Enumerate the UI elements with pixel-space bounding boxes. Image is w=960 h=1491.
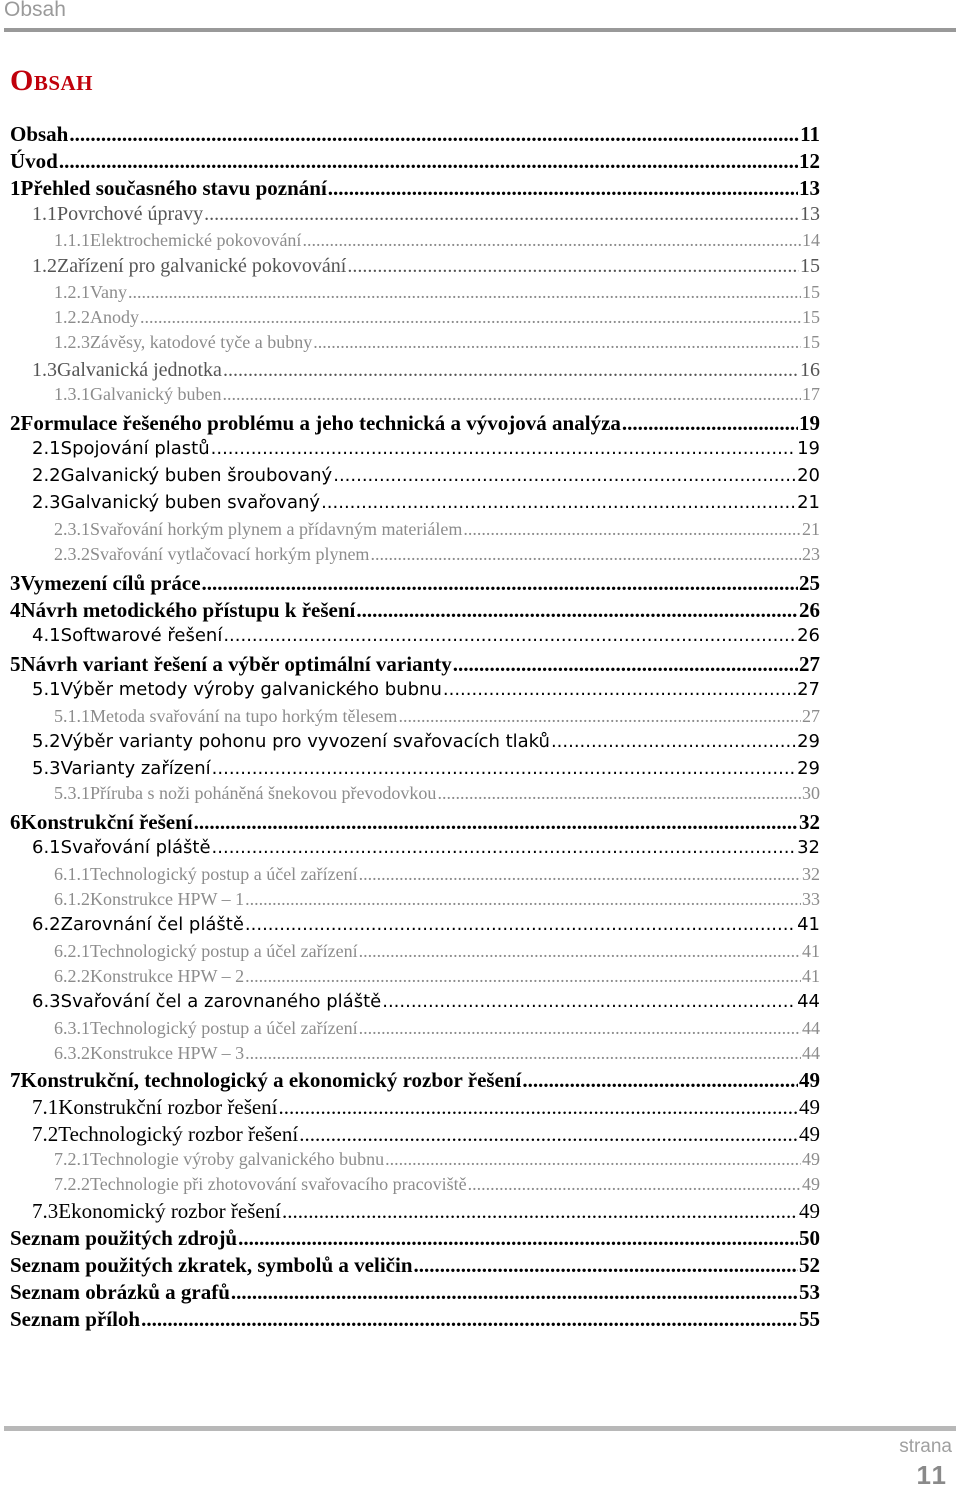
toc-entry-title: Technologie výroby galvanického bubnu bbox=[90, 1149, 385, 1169]
toc-entry-page: 12 bbox=[799, 149, 820, 173]
toc-entry-title: Konstrukce HPW – 2 bbox=[90, 966, 245, 986]
toc-entry[interactable] bbox=[10, 1043, 820, 1070]
toc-entry-number: 5.2 bbox=[32, 731, 61, 752]
toc-entry-page: 13 bbox=[800, 203, 820, 225]
toc-entry-title: Výběr varianty pohonu pro vyvození svařovacích tlaků bbox=[60, 731, 550, 752]
toc-entry-page: 32 bbox=[799, 810, 820, 834]
toc-entry[interactable] bbox=[10, 332, 820, 359]
toc-entry-number: 7.3 bbox=[32, 1199, 59, 1223]
toc-entry-number: 1.2.2 bbox=[54, 307, 90, 327]
dot-leader bbox=[212, 758, 796, 779]
header-divider bbox=[4, 28, 956, 32]
toc-entry-title: Konstrukční rozbor řešení bbox=[58, 1095, 278, 1119]
toc-entry-number: 1 bbox=[10, 176, 21, 200]
dot-leader bbox=[313, 332, 801, 353]
toc-entry-page: 15 bbox=[800, 255, 820, 277]
page-heading: Obsah bbox=[10, 64, 94, 97]
dot-leader bbox=[551, 731, 796, 752]
toc-entry-page: 49 bbox=[802, 1149, 820, 1169]
toc-entry-number: 6 bbox=[10, 810, 21, 834]
toc-entry[interactable] bbox=[10, 706, 820, 733]
toc-entry-title: Seznam použitých zkratek, symbolů a veličin bbox=[10, 1253, 413, 1277]
toc-entry[interactable] bbox=[10, 438, 820, 465]
toc-entry-title: Přehled současného stavu poznání bbox=[20, 176, 327, 200]
toc-entry-title: Závěsy, katodové tyče a bubny bbox=[90, 332, 313, 352]
toc-entry-page: 19 bbox=[799, 411, 820, 435]
toc-entry-title: Technologický postup a účel zařízení bbox=[90, 1018, 358, 1038]
dot-leader bbox=[321, 492, 796, 513]
toc-entry-number: 4.1 bbox=[32, 625, 61, 646]
toc-entry-title: Svařování čel a zarovnaného pláště bbox=[60, 991, 382, 1012]
toc-entry-title: Metoda svařování na tupo horkým tělesem bbox=[90, 706, 398, 726]
toc-entry[interactable] bbox=[10, 1149, 820, 1176]
toc-entry-page: 44 bbox=[797, 991, 820, 1012]
toc-entry-number: 6.1.2 bbox=[54, 889, 90, 909]
toc-entry-title: Návrh metodického přístupu k řešení bbox=[20, 598, 356, 622]
toc-entry-title: Konstrukce HPW – 1 bbox=[90, 889, 245, 909]
toc-entry-title: Povrchové úpravy bbox=[57, 203, 204, 225]
dot-leader bbox=[463, 519, 801, 540]
dot-leader bbox=[356, 598, 798, 623]
toc-entry-page: 44 bbox=[802, 1018, 820, 1038]
toc-entry[interactable] bbox=[10, 758, 820, 785]
toc-entry-title: Spojování plastů bbox=[60, 438, 210, 459]
dot-leader bbox=[128, 282, 801, 303]
toc-entry-number: 5 bbox=[10, 652, 21, 676]
dot-leader bbox=[468, 1174, 801, 1195]
toc-entry-title: Anody bbox=[90, 307, 139, 327]
toc-entry-title: Technologický postup a účel zařízení bbox=[90, 941, 358, 961]
toc-entry-number: 7 bbox=[10, 1068, 21, 1092]
toc-entry-title: Galvanický buben svařovaný bbox=[60, 492, 321, 513]
toc-entry-page: 55 bbox=[799, 1307, 820, 1331]
toc-entry[interactable] bbox=[10, 1122, 820, 1149]
toc-entry-title: Návrh variant řešení a výběr optimální varianty bbox=[20, 652, 452, 676]
toc-entry[interactable] bbox=[10, 652, 820, 679]
toc-entry[interactable] bbox=[10, 203, 820, 230]
toc-entry-page: 33 bbox=[802, 889, 820, 909]
toc-entry-number: 7.1 bbox=[32, 1095, 59, 1119]
toc-entry[interactable] bbox=[10, 1226, 820, 1253]
dot-leader bbox=[212, 837, 797, 858]
toc-entry-number: 2.2 bbox=[32, 465, 61, 486]
dot-leader bbox=[359, 1018, 801, 1039]
toc-entry-page: 23 bbox=[802, 544, 820, 564]
toc-entry-page: 21 bbox=[802, 519, 820, 539]
toc-entry[interactable] bbox=[10, 864, 820, 891]
dot-leader bbox=[140, 307, 801, 328]
toc-entry[interactable] bbox=[10, 679, 820, 706]
toc-entry[interactable] bbox=[10, 1095, 820, 1122]
toc-entry-title: Technologie při zhotovování svařovacího pracoviště bbox=[90, 1174, 467, 1194]
toc-entry[interactable] bbox=[10, 783, 820, 810]
toc-entry-page: 27 bbox=[799, 652, 820, 676]
toc-entry[interactable] bbox=[10, 384, 820, 411]
toc-entry[interactable] bbox=[10, 411, 820, 438]
footer-page-number: 11 bbox=[916, 1460, 948, 1490]
toc-entry-page: 19 bbox=[797, 438, 820, 459]
toc-entry-page: 41 bbox=[802, 966, 820, 986]
toc-entry[interactable] bbox=[10, 230, 820, 257]
running-header-title: Obsah bbox=[4, 0, 66, 21]
toc-entry[interactable] bbox=[10, 519, 820, 546]
toc-entry[interactable] bbox=[10, 1018, 820, 1045]
toc-entry-page: 49 bbox=[799, 1122, 820, 1146]
toc-entry-title: Elektrochemické pokovování bbox=[90, 230, 302, 250]
toc-entry[interactable] bbox=[10, 176, 820, 203]
toc-entry[interactable] bbox=[10, 255, 820, 282]
toc-entry[interactable] bbox=[10, 465, 820, 492]
toc-entry-number: 2.3.2 bbox=[54, 544, 90, 564]
toc-entry-number: 4 bbox=[10, 598, 21, 622]
toc-entry-page: 20 bbox=[797, 465, 820, 486]
toc-entry[interactable] bbox=[10, 941, 820, 968]
dot-leader bbox=[141, 1307, 798, 1332]
toc-entry-title: Softwarové řešení bbox=[60, 625, 223, 646]
toc-entry[interactable] bbox=[10, 122, 820, 149]
toc-entry-number: 2.3 bbox=[32, 492, 61, 513]
toc-entry-title: Ekonomický rozbor řešení bbox=[58, 1199, 282, 1223]
toc-entry-title: Svařování pláště bbox=[60, 837, 211, 858]
toc-entry-title: Vymezení cílů práce bbox=[20, 571, 201, 595]
toc-entry-page: 50 bbox=[799, 1226, 820, 1250]
dot-leader bbox=[382, 991, 796, 1012]
dot-leader bbox=[194, 810, 798, 835]
toc-entry[interactable] bbox=[10, 1068, 820, 1095]
dot-leader bbox=[302, 230, 801, 251]
dot-leader bbox=[398, 706, 801, 727]
toc-entry-page: 14 bbox=[802, 230, 820, 250]
dot-leader bbox=[59, 149, 798, 174]
dot-leader bbox=[245, 1043, 801, 1064]
toc-entry-page: 15 bbox=[802, 332, 820, 352]
toc-entry-number: 7.2.1 bbox=[54, 1149, 90, 1169]
toc-entry-page: 29 bbox=[797, 758, 820, 779]
toc-entry[interactable] bbox=[10, 1307, 820, 1334]
dot-leader bbox=[299, 1122, 798, 1147]
toc-entry-page: 15 bbox=[802, 307, 820, 327]
toc-entry-number: 5.3 bbox=[32, 758, 61, 779]
toc-entry-number: 1.2 bbox=[32, 255, 57, 277]
toc-entry-page: 27 bbox=[802, 706, 820, 726]
toc-entry-number: 6.1 bbox=[32, 837, 61, 858]
toc-entry-number: 6.3 bbox=[32, 991, 61, 1012]
toc-entry[interactable] bbox=[10, 914, 820, 941]
toc-entry-number: 3 bbox=[10, 571, 21, 595]
toc-entry-title: Zařízení pro galvanické pokovování bbox=[57, 255, 347, 277]
dot-leader bbox=[204, 203, 799, 226]
toc-entry[interactable] bbox=[10, 1280, 820, 1307]
toc-entry-title: Konstrukční, technologický a ekonomický rozbor řešení bbox=[20, 1068, 522, 1092]
toc-entry[interactable] bbox=[10, 966, 820, 993]
toc-entry[interactable] bbox=[10, 889, 820, 916]
dot-leader bbox=[522, 1068, 798, 1093]
toc-entry-number: 5.1.1 bbox=[54, 706, 90, 726]
toc-entry-number: 6.3.1 bbox=[54, 1018, 90, 1038]
toc-entry-number: 1.3 bbox=[32, 359, 57, 381]
toc-entry-title: Seznam použitých zdrojů bbox=[10, 1226, 238, 1250]
toc-entry-number: 6.2 bbox=[32, 914, 61, 935]
toc-entry-page: 49 bbox=[799, 1199, 820, 1223]
dot-leader bbox=[245, 966, 801, 987]
toc-entry-title: Úvod bbox=[10, 149, 58, 173]
toc-entry-title: Formulace řešeného problému a jeho technická a vývojová analýza bbox=[20, 411, 621, 435]
toc-entry-page: 29 bbox=[797, 731, 820, 752]
toc-entry[interactable] bbox=[10, 837, 820, 864]
toc-entry-page: 26 bbox=[797, 625, 820, 646]
toc-entry-page: 32 bbox=[797, 837, 820, 858]
dot-leader bbox=[437, 783, 801, 804]
toc-entry-number: 1.1 bbox=[32, 203, 57, 225]
toc-entry[interactable] bbox=[10, 149, 820, 176]
toc-entry-page: 32 bbox=[802, 864, 820, 884]
toc-entry-number: 6.3.2 bbox=[54, 1043, 90, 1063]
toc-entry-title: Obsah bbox=[10, 122, 69, 146]
toc-entry-title: Seznam obrázků a grafů bbox=[10, 1280, 230, 1304]
toc-entry[interactable] bbox=[10, 544, 820, 571]
dot-leader bbox=[359, 941, 801, 962]
toc-entry[interactable] bbox=[10, 307, 820, 334]
dot-leader bbox=[282, 1199, 798, 1224]
dot-leader bbox=[69, 122, 799, 147]
toc-entry[interactable] bbox=[10, 625, 820, 652]
dot-leader bbox=[359, 864, 801, 885]
toc-entry[interactable] bbox=[10, 810, 820, 837]
toc-entry-number: 5.3.1 bbox=[54, 783, 90, 803]
toc-entry-number: 6.1.1 bbox=[54, 864, 90, 884]
toc-entry-page: 41 bbox=[797, 914, 820, 935]
toc-entry-number: 2 bbox=[10, 411, 21, 435]
toc-entry-title: Galvanická jednotka bbox=[57, 359, 222, 381]
toc-entry-title: Svařování vytlačovací horkým plynem bbox=[90, 544, 370, 564]
toc-entry-page: 49 bbox=[799, 1095, 820, 1119]
dot-leader bbox=[279, 1095, 798, 1120]
toc-entry-title: Konstrukce HPW – 3 bbox=[90, 1043, 245, 1063]
dot-leader bbox=[453, 652, 798, 677]
toc-entry-title: Výběr metody výroby galvanického bubnu bbox=[60, 679, 442, 700]
toc-entry-page: 25 bbox=[799, 571, 820, 595]
toc-entry-number: 1.3.1 bbox=[54, 384, 90, 404]
footer-page-label: strana bbox=[899, 1436, 952, 1457]
dot-leader bbox=[211, 438, 796, 459]
toc-entry-page: 15 bbox=[802, 282, 820, 302]
toc-entry-title: Seznam příloh bbox=[10, 1307, 141, 1331]
dot-leader bbox=[443, 679, 796, 700]
toc-entry[interactable] bbox=[10, 1174, 820, 1201]
dot-leader bbox=[333, 465, 796, 486]
toc-entry[interactable] bbox=[10, 282, 820, 309]
toc-entry-page: 52 bbox=[799, 1253, 820, 1277]
toc-entry[interactable] bbox=[10, 492, 820, 519]
toc-entry-page: 49 bbox=[802, 1174, 820, 1194]
toc-entry[interactable] bbox=[10, 1253, 820, 1280]
toc-entry-title: Svařování horkým plynem a přídavným materiálem bbox=[90, 519, 463, 539]
dot-leader bbox=[245, 914, 796, 935]
toc-entry[interactable] bbox=[10, 571, 820, 598]
toc-entry-title: Technologický rozbor řešení bbox=[58, 1122, 299, 1146]
toc-entry-number: 7.2 bbox=[32, 1122, 59, 1146]
dot-leader bbox=[231, 1280, 798, 1305]
toc-entry-page: 30 bbox=[802, 783, 820, 803]
toc-entry[interactable] bbox=[10, 991, 820, 1018]
toc-entry-page: 53 bbox=[799, 1280, 820, 1304]
toc-entry-page: 17 bbox=[802, 384, 820, 404]
footer-divider bbox=[4, 1426, 956, 1431]
toc-entry-number: 6.2.1 bbox=[54, 941, 90, 961]
toc-entry-title: Vany bbox=[90, 282, 127, 302]
toc-entry-page: 11 bbox=[800, 122, 820, 146]
dot-leader bbox=[414, 1253, 799, 1278]
toc-entry-number: 1.1.1 bbox=[54, 230, 90, 250]
toc-entry-page: 16 bbox=[800, 359, 820, 381]
toc-entry-number: 7.2.2 bbox=[54, 1174, 90, 1194]
toc-entry-page: 44 bbox=[802, 1043, 820, 1063]
dot-leader bbox=[328, 176, 798, 201]
toc-entry[interactable] bbox=[10, 359, 820, 386]
toc-entry-number: 5.1 bbox=[32, 679, 61, 700]
toc-entry[interactable] bbox=[10, 598, 820, 625]
toc-entry-page: 13 bbox=[799, 176, 820, 200]
toc-entry-number: 2.1 bbox=[32, 438, 61, 459]
dot-leader bbox=[223, 359, 799, 382]
toc-entry[interactable] bbox=[10, 731, 820, 758]
toc-entry-title: Příruba s noži poháněná šnekovou převodovkou bbox=[90, 783, 437, 803]
toc-entry-number: 2.3.1 bbox=[54, 519, 90, 539]
toc-entry-page: 49 bbox=[799, 1068, 820, 1092]
toc-entry-page: 41 bbox=[802, 941, 820, 961]
toc-entry-number: 1.2.3 bbox=[54, 332, 90, 352]
toc-entry-page: 27 bbox=[797, 679, 820, 700]
toc-entry-title: Zarovnání čel pláště bbox=[60, 914, 244, 935]
toc-entry-number: 6.2.2 bbox=[54, 966, 90, 986]
toc-entry-title: Konstrukční řešení bbox=[20, 810, 193, 834]
toc-entry[interactable] bbox=[10, 1199, 820, 1226]
dot-leader bbox=[223, 625, 796, 646]
toc-entry-page: 21 bbox=[797, 492, 820, 513]
dot-leader bbox=[245, 889, 801, 910]
toc-entry-title: Galvanický buben šroubovaný bbox=[60, 465, 333, 486]
dot-leader bbox=[347, 255, 799, 278]
dot-leader bbox=[222, 384, 801, 405]
toc-entry-number: 1.2.1 bbox=[54, 282, 90, 302]
dot-leader bbox=[202, 571, 798, 596]
toc-entry-title: Technologický postup a účel zařízení bbox=[90, 864, 358, 884]
toc-entry-title: Varianty zařízení bbox=[60, 758, 211, 779]
toc-entry-title: Galvanický buben bbox=[90, 384, 222, 404]
dot-leader bbox=[370, 544, 801, 565]
dot-leader bbox=[238, 1226, 798, 1251]
dot-leader bbox=[622, 411, 798, 436]
dot-leader bbox=[385, 1149, 801, 1170]
toc-entry-page: 26 bbox=[799, 598, 820, 622]
